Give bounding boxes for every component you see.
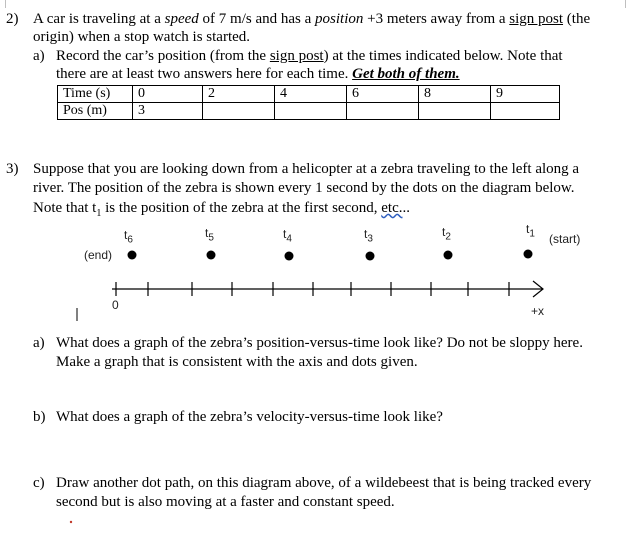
dot-t5 bbox=[207, 251, 216, 260]
table-cell-time-3: 6 bbox=[347, 86, 419, 103]
time-label-t4-sub: 4 bbox=[286, 233, 292, 245]
time-label-t5-sub: 5 bbox=[208, 232, 214, 244]
q3b-line-1: What does a graph of the zebra’s velocity-versus-time look like? bbox=[56, 409, 443, 425]
time-label-t6-sub: 6 bbox=[127, 234, 133, 246]
time-label-t2-letter: t bbox=[442, 225, 446, 239]
q2a-signpost-term: sign post bbox=[269, 48, 324, 64]
number-line bbox=[112, 281, 543, 297]
time-label-t5-letter: t bbox=[205, 226, 209, 240]
q3-line-3-text-c: .. bbox=[402, 200, 410, 216]
table-header-time: Time (s) bbox=[58, 86, 133, 103]
q3a-line-2: Make a graph that is consistent with the axis and dots given. bbox=[56, 354, 418, 370]
q3c-line-2: second but is also moving at a faster and constant speed. bbox=[56, 494, 395, 510]
q2-number: 2) bbox=[6, 11, 19, 27]
q2-position-term: position bbox=[315, 11, 364, 27]
q2-line-2: origin) when a stop watch is started. bbox=[33, 29, 251, 45]
table-cell-time-1: 2 bbox=[203, 86, 275, 103]
q2a-line-2-text: there are at least two answers here for each time. bbox=[56, 66, 353, 82]
q3-line-3-text-a: Note that t bbox=[33, 200, 97, 216]
time-label-t1-letter: t bbox=[526, 222, 530, 236]
dot-t3 bbox=[366, 252, 375, 261]
q3-line-3-subscript: 1 bbox=[96, 208, 102, 219]
end-label: (end) bbox=[84, 248, 113, 262]
dot-t6 bbox=[128, 251, 137, 260]
q3a-label: a) bbox=[33, 335, 45, 351]
q3c-line-1: Draw another dot path, on this diagram above, of a wildebeest that is being tracked every bbox=[56, 475, 592, 491]
table-cell-time-5: 9 bbox=[491, 86, 560, 103]
axis-label-plus-x: +x bbox=[531, 304, 545, 318]
stray-mark bbox=[70, 521, 72, 523]
dot-t4 bbox=[285, 252, 294, 261]
q3b-label: b) bbox=[33, 409, 46, 425]
q3-line-1: Suppose that you are looking down from a helicopter at a zebra traveling to the left along a bbox=[33, 161, 580, 177]
time-label-t4-letter: t bbox=[283, 227, 287, 241]
q2a-line-1-text-b: ) at the times indicated below. Note that bbox=[323, 48, 563, 64]
q2-line-1-text-d: (the bbox=[563, 11, 591, 27]
q3-line-3-text-b: is the position of the zebra at the first second, bbox=[101, 200, 382, 216]
q2-signpost-term: sign post bbox=[509, 11, 564, 27]
table-header-position: Pos (m) bbox=[58, 103, 133, 120]
q2a-line-1-text-a: Record the car’s position (from the bbox=[56, 48, 270, 64]
dot-t2 bbox=[444, 251, 453, 260]
time-label-t6-letter: t bbox=[124, 228, 128, 242]
time-label-t3-letter: t bbox=[364, 227, 368, 241]
q3-etc-term: etc. bbox=[381, 200, 403, 216]
table-cell-time-2: 4 bbox=[275, 86, 347, 103]
time-label-t1-sub: 1 bbox=[529, 228, 535, 240]
q3a-line-1: What does a graph of the zebra’s position-versus-time look like? Do not be sloppy here. bbox=[56, 335, 583, 351]
q3-line-2: river. The position of the zebra is shown every 1 second by the dots on the diagram below. bbox=[33, 180, 575, 196]
dot-t1 bbox=[524, 250, 533, 259]
q2a-emphasis: Get both of them. bbox=[352, 66, 460, 82]
table-cell-pos-0[interactable]: 3 bbox=[133, 103, 203, 120]
q2-line-1-text-a: A car is traveling at a bbox=[33, 11, 165, 27]
q3-number: 3) bbox=[6, 161, 19, 177]
start-label: (start) bbox=[549, 232, 581, 246]
q2-line-1-text-c: +3 meters away from a bbox=[363, 11, 510, 27]
time-label-t3-sub: 3 bbox=[367, 233, 373, 245]
q3c-label: c) bbox=[33, 475, 45, 491]
table-cell-time-0: 0 bbox=[133, 86, 203, 103]
time-label-t2-sub: 2 bbox=[445, 231, 451, 243]
q2-speed-term: speed bbox=[164, 11, 199, 27]
q2a-label: a) bbox=[33, 48, 45, 64]
table-cell-time-4: 8 bbox=[419, 86, 491, 103]
origin-label: 0 bbox=[112, 298, 119, 312]
q2-line-1-text-b: of 7 m/s and has a bbox=[198, 11, 316, 27]
